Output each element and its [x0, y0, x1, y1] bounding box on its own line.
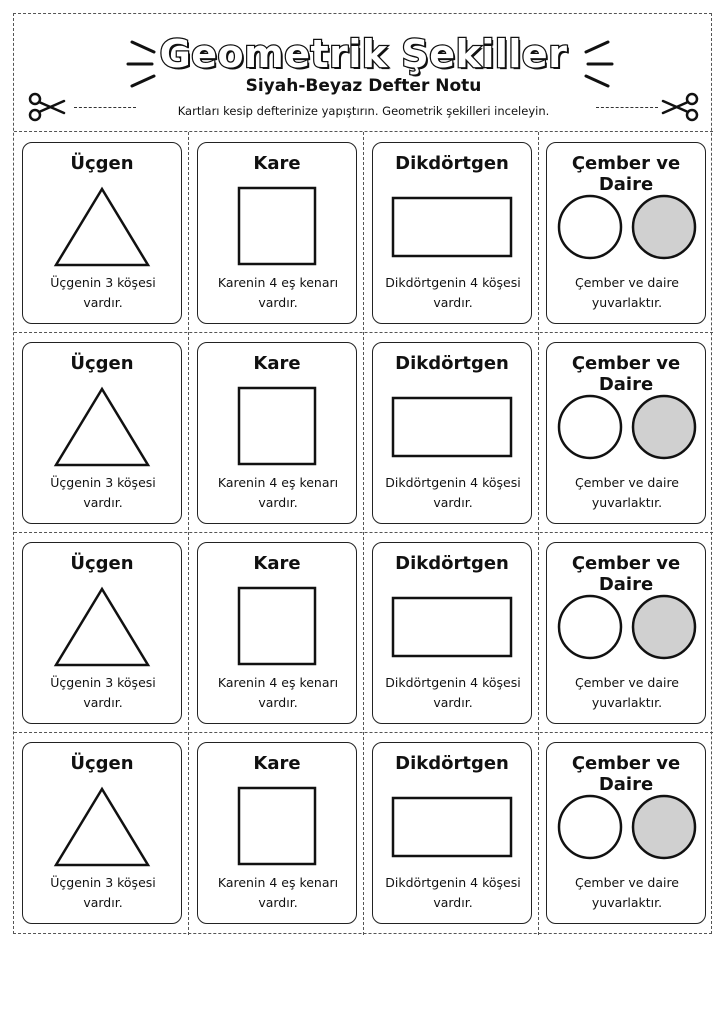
card-description: Karenin 4 eş kenarı vardır. — [217, 275, 339, 310]
circle-outline-shape — [559, 796, 621, 858]
shape-card — [372, 542, 532, 724]
card-title: Dikdörtgen — [395, 553, 509, 574]
card-description: Üçgenin 3 köşesi vardır. — [50, 675, 156, 710]
circle-outline-shape — [559, 196, 621, 258]
cut-line-right — [596, 107, 658, 108]
card-description: Çember ve daire yuvarlaktır. — [574, 875, 680, 910]
rectangle-shape — [372, 783, 532, 873]
shape-card — [197, 142, 357, 324]
shape-card — [22, 542, 182, 724]
page-title: Geometrik Şekiller — [159, 32, 568, 76]
card-title: Kare — [253, 353, 301, 374]
filled-disc-shape — [633, 796, 695, 858]
circle-outline-shape — [559, 396, 621, 458]
card-description: Üçgenin 3 köşesi vardır. — [50, 875, 156, 910]
square-shape — [197, 783, 357, 873]
shape-card — [546, 142, 706, 324]
circle-and-disc-shapes — [546, 383, 706, 473]
circle-and-disc-shapes — [546, 783, 706, 873]
card-title: Üçgen — [70, 753, 134, 774]
shape-card — [546, 342, 706, 524]
cut-line-left — [74, 107, 136, 108]
card-title: Çember ve Daire — [571, 553, 681, 595]
card-title: Çember ve Daire — [571, 353, 681, 395]
shape-card — [546, 542, 706, 724]
card-description: Dikdörtgenin 4 köşesi vardır. — [385, 275, 521, 310]
rectangle-shape — [372, 183, 532, 273]
filled-disc-shape — [633, 396, 695, 458]
square-shape — [197, 383, 357, 473]
card-title: Dikdörtgen — [395, 353, 509, 374]
card-title: Çember ve Daire — [571, 153, 681, 195]
rectangle-shape — [372, 383, 532, 473]
card-description: Çember ve daire yuvarlaktır. — [574, 275, 680, 310]
triangle-shape — [22, 383, 182, 473]
card-title: Kare — [253, 553, 301, 574]
card-description: Çember ve daire yuvarlaktır. — [574, 475, 680, 510]
shape-card — [197, 542, 357, 724]
card-title: Dikdörtgen — [395, 153, 509, 174]
scissors-icon — [28, 92, 68, 122]
card-title: Dikdörtgen — [395, 753, 509, 774]
card-description: Karenin 4 eş kenarı vardır. — [217, 475, 339, 510]
cut-line-vertical — [188, 132, 189, 935]
worksheet — [13, 13, 712, 934]
card-title: Üçgen — [70, 153, 134, 174]
shape-card — [546, 742, 706, 924]
card-title: Üçgen — [70, 553, 134, 574]
page-subtitle: Siyah-Beyaz Defter Notu — [245, 76, 482, 96]
instruction-text: Kartları kesip defterinize yapıştırın. Geometrik şekilleri inceleyin. — [177, 104, 550, 118]
triangle-shape — [22, 583, 182, 673]
square-shape — [197, 583, 357, 673]
scissors-icon — [659, 92, 699, 122]
card-title: Çember ve Daire — [571, 753, 681, 795]
cut-line-horizontal — [14, 732, 713, 733]
card-description: Dikdörtgenin 4 köşesi vardır. — [385, 475, 521, 510]
card-title: Üçgen — [70, 353, 134, 374]
filled-disc-shape — [633, 596, 695, 658]
shape-card — [372, 742, 532, 924]
card-grid — [14, 132, 713, 935]
shape-card — [22, 142, 182, 324]
header — [14, 14, 713, 132]
card-description: Üçgenin 3 köşesi vardır. — [50, 275, 156, 310]
cut-line-vertical — [363, 132, 364, 935]
card-title: Kare — [253, 753, 301, 774]
cut-line-vertical — [538, 132, 539, 935]
filled-disc-shape — [633, 196, 695, 258]
rectangle-shape — [372, 583, 532, 673]
shape-card — [372, 142, 532, 324]
shape-card — [22, 742, 182, 924]
shape-card — [372, 342, 532, 524]
cut-line-horizontal — [14, 532, 713, 533]
shape-card — [197, 342, 357, 524]
triangle-shape — [22, 183, 182, 273]
circle-outline-shape — [559, 596, 621, 658]
card-description: Karenin 4 eş kenarı vardır. — [217, 875, 339, 910]
square-shape — [197, 183, 357, 273]
shape-card — [22, 342, 182, 524]
card-description: Dikdörtgenin 4 köşesi vardır. — [385, 875, 521, 910]
cut-line-horizontal — [14, 332, 713, 333]
card-description: Karenin 4 eş kenarı vardır. — [217, 675, 339, 710]
shape-card — [197, 742, 357, 924]
card-description: Çember ve daire yuvarlaktır. — [574, 675, 680, 710]
circle-and-disc-shapes — [546, 183, 706, 273]
circle-and-disc-shapes — [546, 583, 706, 673]
card-description: Üçgenin 3 köşesi vardır. — [50, 475, 156, 510]
triangle-shape — [22, 783, 182, 873]
card-description: Dikdörtgenin 4 köşesi vardır. — [385, 675, 521, 710]
card-title: Kare — [253, 153, 301, 174]
